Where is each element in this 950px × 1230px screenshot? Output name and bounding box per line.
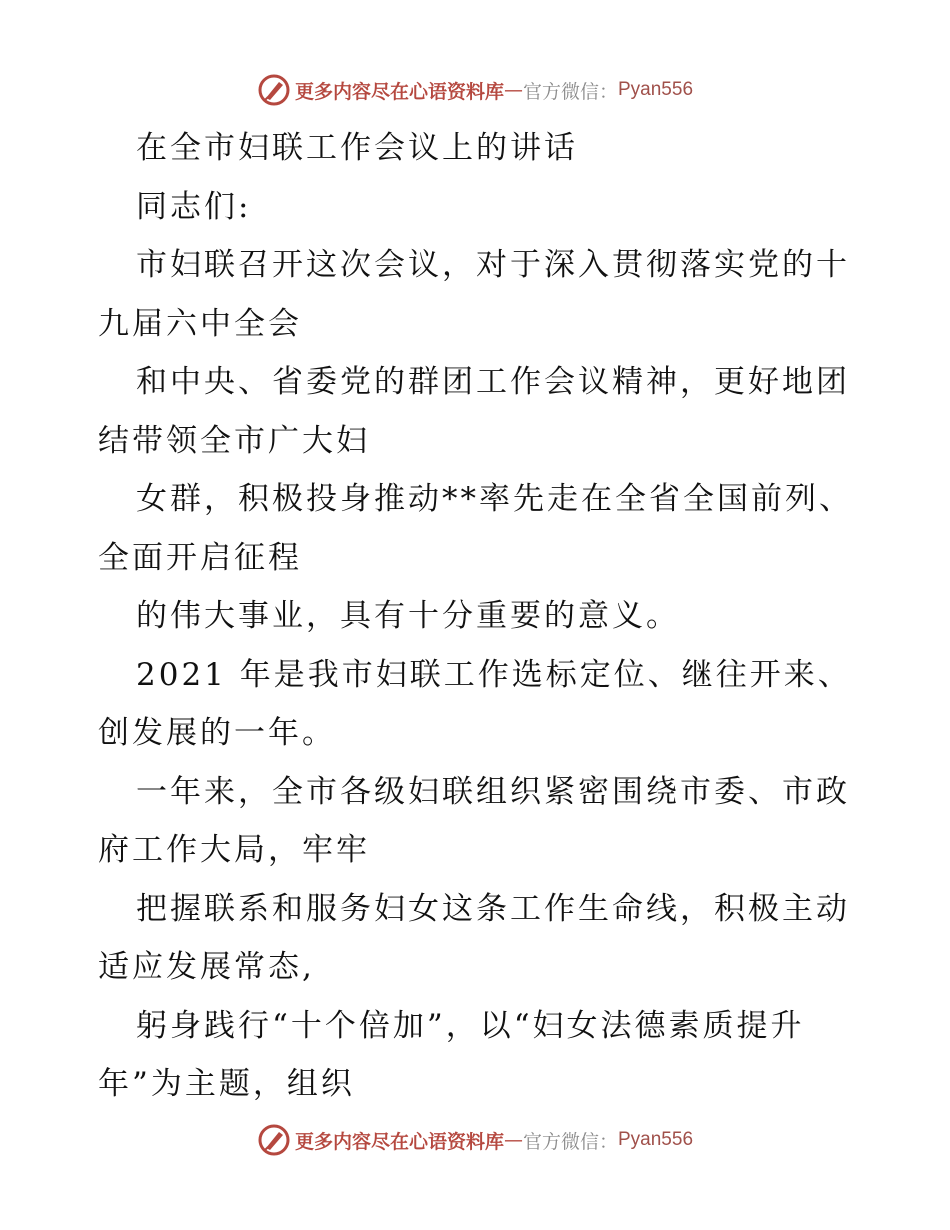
paragraph: 2021 年是我市妇联工作选标定位、继往开来、创发展的一年。 xyxy=(98,656,852,751)
document-title: 在全市妇联工作会议上的讲话 xyxy=(136,130,578,166)
watermark-dash: — xyxy=(503,79,523,101)
watermark-wechat-id: Pyan556 xyxy=(618,79,694,100)
paragraph: 和中央、省委党的群团工作会议精神，更好地团结带领全市广大妇 xyxy=(98,364,850,459)
watermark-official-label: 官方微信： xyxy=(522,1130,618,1153)
paragraph: 一年来，全市各级妇联组织紧密围绕市委、市政府工作大局，牢牢 xyxy=(98,773,850,868)
paragraph: 市妇联召开这次会议，对于深入贯彻落实党的十九届六中全会 xyxy=(98,247,850,342)
paragraph: 把握联系和服务妇女这条工作生命线，积极主动适应发展常态, xyxy=(98,890,850,985)
watermark-brand-text: 更多内容尽在心语资料库 xyxy=(294,1130,504,1153)
watermark-wechat-id: Pyan556 xyxy=(618,1129,694,1150)
salutation: 同志们: xyxy=(136,188,252,225)
quill-logo-icon xyxy=(257,1123,291,1157)
quill-logo-icon xyxy=(257,73,291,107)
watermark-dash: — xyxy=(503,1129,523,1151)
paragraph: 的伟大事业，具有十分重要的意义。 xyxy=(136,598,680,634)
watermark-official-label: 官方微信： xyxy=(522,80,618,103)
footer-watermark xyxy=(0,1120,950,1160)
header-watermark xyxy=(0,70,950,110)
paragraph: 躬身践行“十个倍加”，以“妇女法德素质提升年”为主题，组织 xyxy=(98,1007,805,1102)
document-body xyxy=(98,119,858,1114)
watermark-brand-text: 更多内容尽在心语资料库 xyxy=(294,80,504,103)
paragraph: 女群，积极投身推动**率先走在全省全国前列、全面开启征程 xyxy=(98,481,853,576)
